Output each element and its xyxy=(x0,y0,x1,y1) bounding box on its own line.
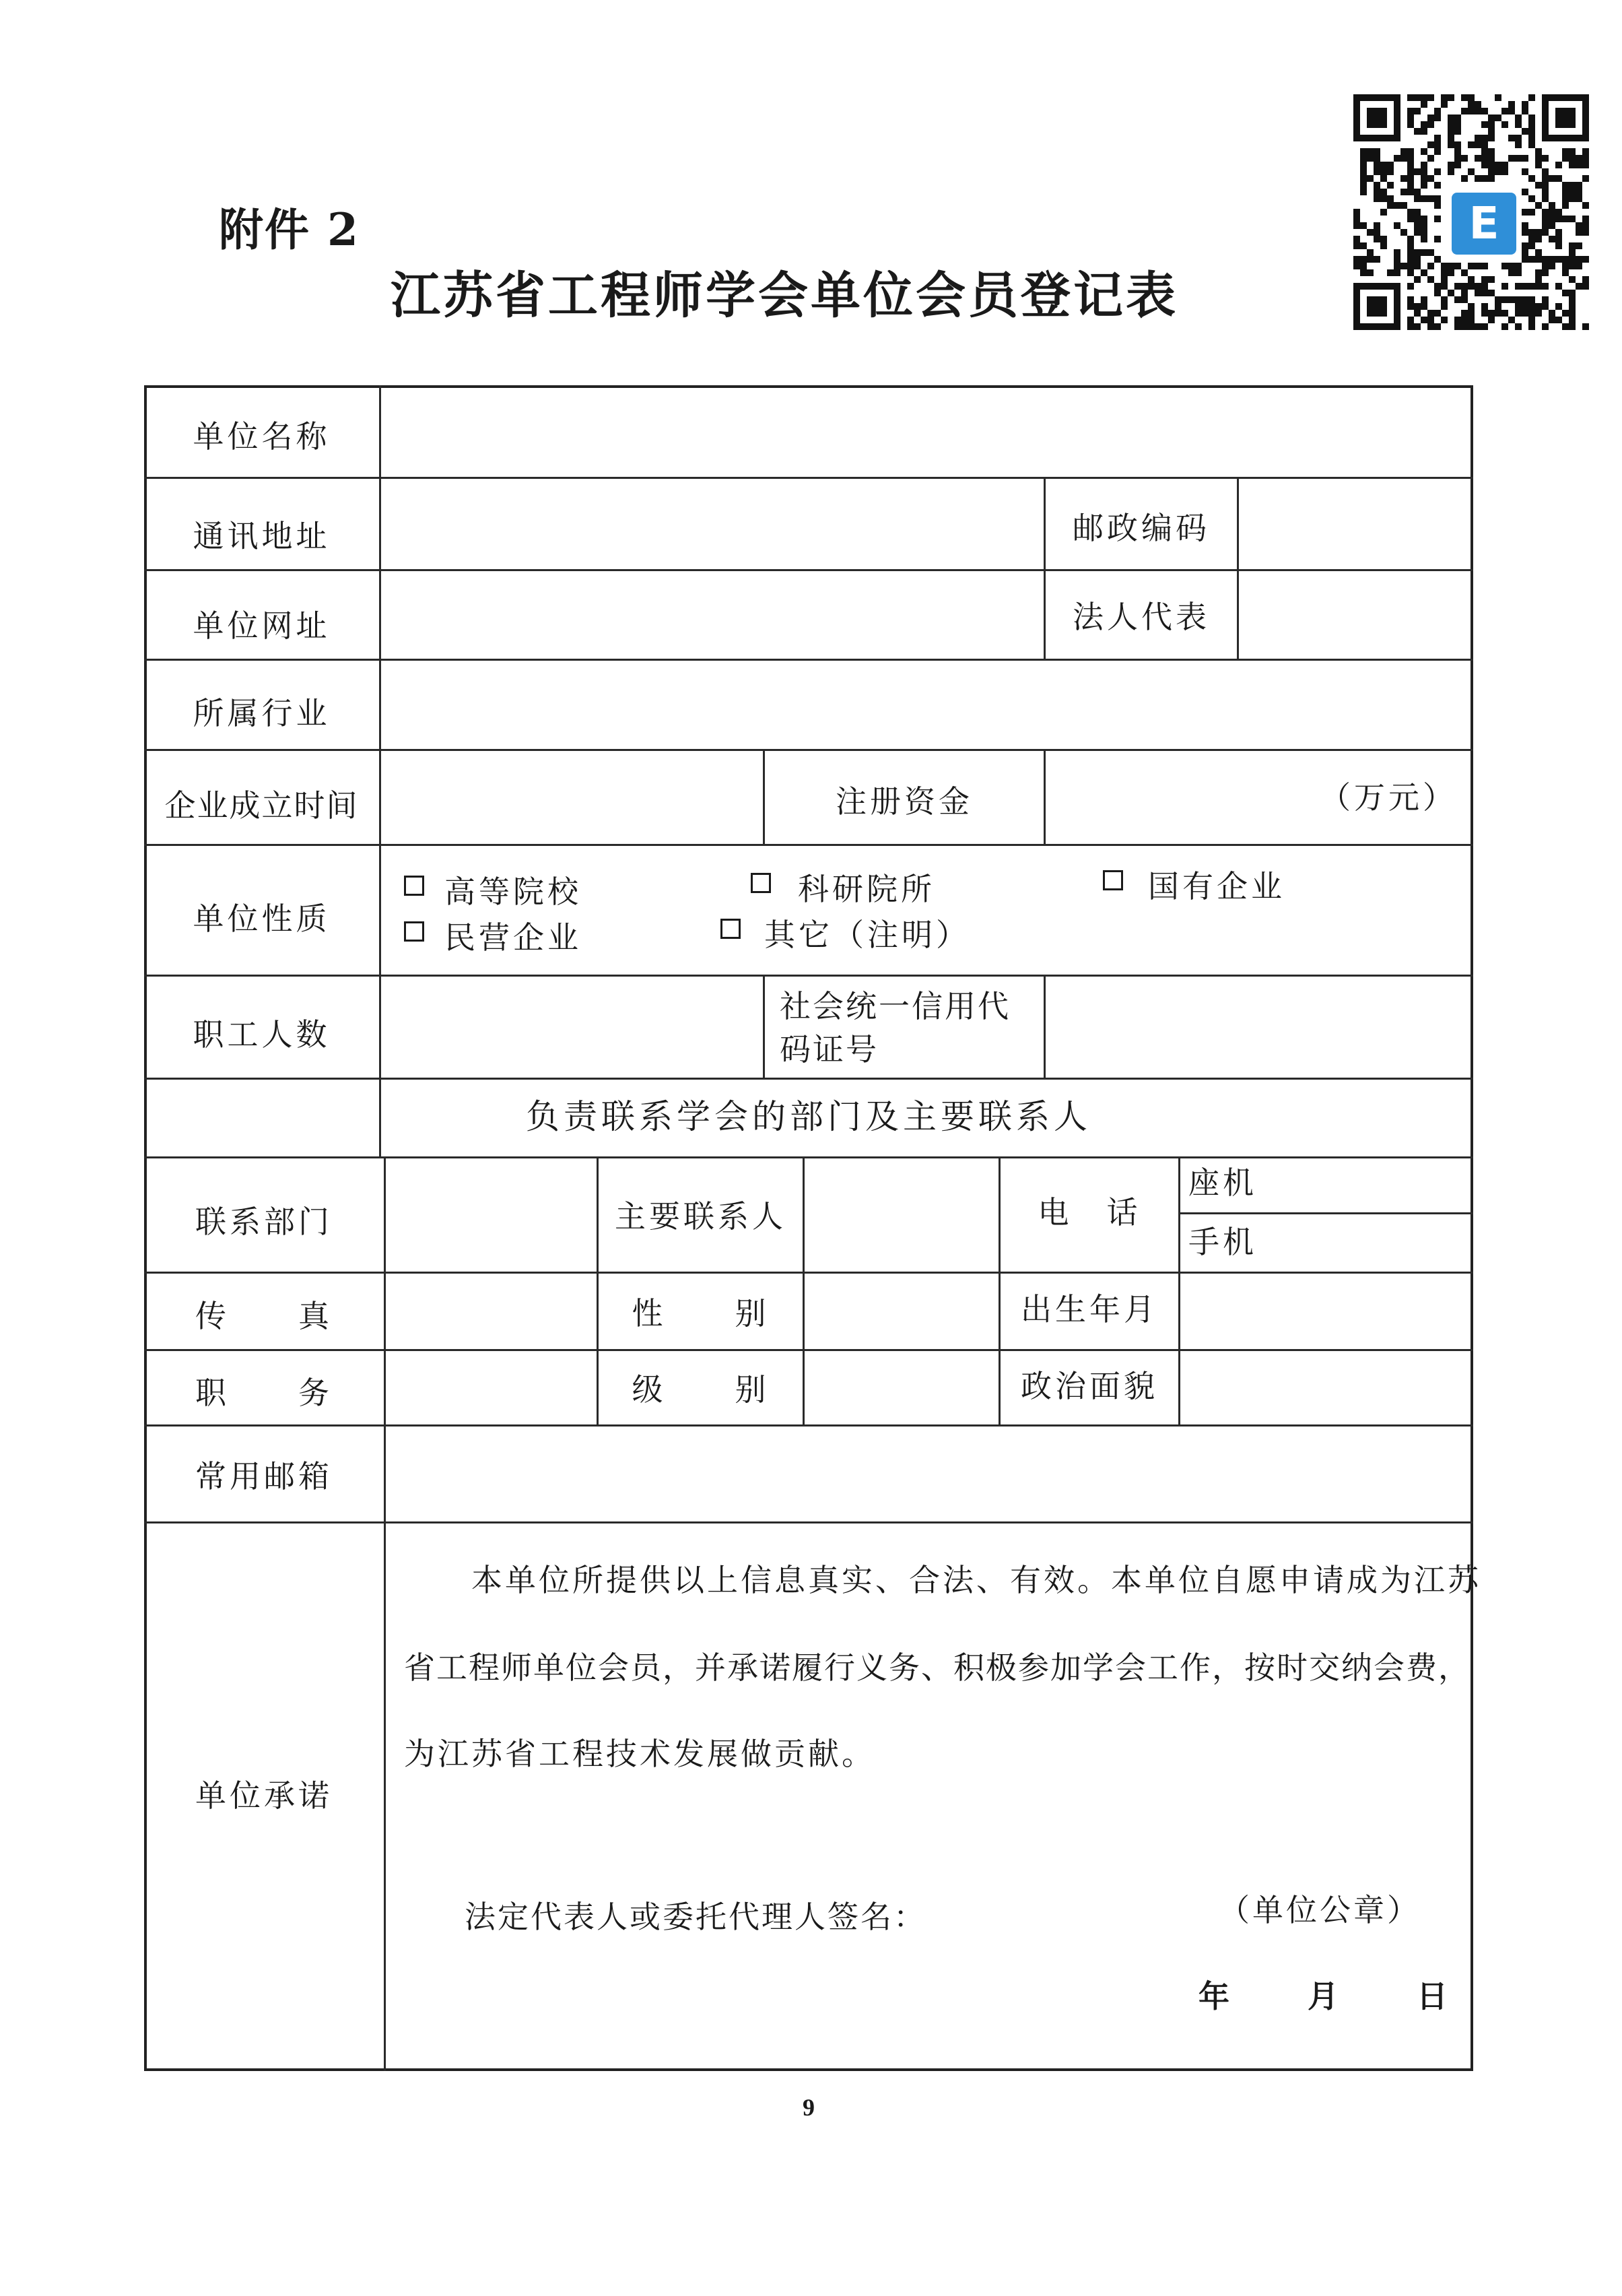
row-divider xyxy=(144,844,1473,846)
row-divider xyxy=(144,1272,1473,1274)
qr-code-icon xyxy=(1353,94,1589,330)
column-divider xyxy=(763,975,765,1078)
row-divider xyxy=(1178,1212,1473,1214)
legal-rep-field[interactable] xyxy=(1242,574,1468,655)
website-field[interactable] xyxy=(384,574,1040,655)
column-divider xyxy=(1237,477,1239,659)
nature-option: 高等院校 xyxy=(444,874,582,910)
row-divider xyxy=(144,477,1473,479)
postcode-field[interactable] xyxy=(1242,482,1468,566)
unit-name-label: 单位名称 xyxy=(193,418,331,455)
nature-option: 其它（注明） xyxy=(764,917,970,953)
staff-field[interactable] xyxy=(384,980,759,1074)
row-divider xyxy=(144,569,1473,571)
staff-label: 职工人数 xyxy=(193,1016,331,1053)
nature-checkbox[interactable] xyxy=(404,876,424,896)
row-divider xyxy=(144,1424,1473,1426)
mobile-label: 手机 xyxy=(1188,1224,1257,1260)
column-divider xyxy=(384,1156,386,2071)
main-contact-field[interactable] xyxy=(808,1161,995,1268)
legal-rep-label: 法人代表 xyxy=(1073,599,1210,635)
date-label: 年 月 日 xyxy=(1198,1978,1453,2014)
column-divider xyxy=(1044,975,1046,1078)
column-divider xyxy=(1178,1156,1180,1424)
industry-field[interactable] xyxy=(384,664,1468,745)
credit-code-label: 社会统一信用代 xyxy=(780,988,1011,1024)
nature-option: 国有企业 xyxy=(1148,868,1285,905)
row-divider xyxy=(144,1349,1473,1351)
page-title: 江苏省工程师学会单位会员登记表 xyxy=(391,267,1178,325)
nature-option: 科研院所 xyxy=(798,871,935,907)
signature-label: 法定代表人或委托代理人签名： xyxy=(465,1899,926,1935)
birth-field[interactable] xyxy=(1184,1276,1468,1345)
industry-label: 所属行业 xyxy=(193,695,331,731)
nature-checkbox[interactable] xyxy=(751,873,771,893)
gender-label: 性 别 xyxy=(632,1295,770,1332)
political-field[interactable] xyxy=(1184,1354,1468,1421)
column-divider xyxy=(379,385,381,1156)
app-logo-icon: E xyxy=(1448,189,1520,259)
contact-dept-field[interactable] xyxy=(389,1161,593,1268)
credit-code-field[interactable] xyxy=(1049,980,1468,1074)
postcode-label: 邮政编码 xyxy=(1073,510,1210,546)
row-divider xyxy=(144,975,1473,977)
email-label: 常用邮箱 xyxy=(195,1458,333,1495)
main-contact-label: 主要联系人 xyxy=(615,1198,786,1235)
capital-unit: （万元） xyxy=(1320,779,1457,816)
row-divider xyxy=(144,659,1473,661)
gender-field[interactable] xyxy=(808,1276,995,1345)
commitment-label: 单位承诺 xyxy=(195,1777,333,1814)
level-field[interactable] xyxy=(808,1354,995,1421)
political-label: 政治面貌 xyxy=(1021,1368,1158,1404)
row-divider xyxy=(144,1156,1473,1158)
row-divider xyxy=(144,1078,1473,1080)
landline-label: 座机 xyxy=(1188,1165,1257,1201)
contact-section-title: 负责联系学会的部门及主要联系人 xyxy=(526,1097,1091,1136)
seal-label: （单位公章） xyxy=(1219,1892,1421,1928)
nature-checkbox[interactable] xyxy=(1103,870,1123,890)
email-field[interactable] xyxy=(389,1429,1468,1517)
phone-label: 电 话 xyxy=(1038,1194,1141,1231)
fax-field[interactable] xyxy=(389,1276,593,1345)
row-divider xyxy=(144,1521,1473,1523)
position-field[interactable] xyxy=(389,1354,593,1421)
nature-option: 民营企业 xyxy=(444,919,582,956)
position-label: 职 务 xyxy=(195,1375,333,1411)
website-label: 单位网址 xyxy=(193,608,331,644)
founded-field[interactable] xyxy=(384,754,759,839)
address-field[interactable] xyxy=(384,482,1040,566)
column-divider xyxy=(1044,749,1046,844)
level-label: 级 别 xyxy=(632,1371,770,1408)
commitment-text: 为江苏省工程技术发展做贡献。 xyxy=(404,1736,875,1772)
birth-label: 出生年月 xyxy=(1021,1291,1158,1327)
commitment-text: 本单位所提供以上信息真实、合法、有效。本单位自愿申请成为江苏 xyxy=(471,1562,1481,1598)
attachment-label: 附件 2 xyxy=(219,203,360,256)
credit-code-label: 码证号 xyxy=(780,1031,879,1068)
row-divider xyxy=(144,749,1473,751)
contact-dept-label: 联系部门 xyxy=(195,1204,333,1240)
nature-checkbox[interactable] xyxy=(720,919,741,939)
capital-label: 注册资金 xyxy=(836,783,973,820)
nature-label: 单位性质 xyxy=(193,900,331,937)
fax-label: 传 真 xyxy=(195,1298,333,1334)
commitment-text: 省工程师单位会员，并承诺履行义务、积极参加学会工作，按时交纳会费， xyxy=(404,1649,1471,1686)
column-divider xyxy=(803,1156,805,1424)
address-label: 通讯地址 xyxy=(193,518,331,554)
page-number: 9 xyxy=(803,2094,815,2121)
founded-label: 企业成立时间 xyxy=(164,787,359,824)
unit-name-field[interactable] xyxy=(384,391,1468,474)
nature-checkbox[interactable] xyxy=(404,921,424,942)
